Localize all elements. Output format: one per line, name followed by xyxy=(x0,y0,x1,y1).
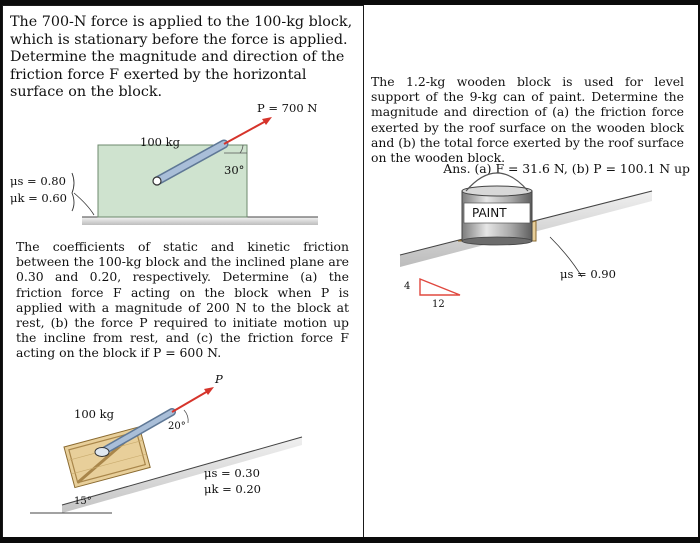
textbook-page xyxy=(2,5,698,537)
mass-label-p1: 100 kg xyxy=(140,135,180,149)
paint-can-lid xyxy=(462,186,532,196)
incline-angle-label: 15° xyxy=(74,496,92,507)
slope-run-label: 12 xyxy=(432,299,445,310)
mu-s-label-p2: μs = 0.30 xyxy=(204,466,260,480)
angle-label-p1: 30° xyxy=(224,163,245,177)
mass-label-p2: 100 kg xyxy=(74,407,114,421)
slope-rise-label: 4 xyxy=(404,281,411,292)
problem3-answer: Ans. (a) F = 31.6 N, (b) P = 100.1 N up xyxy=(443,161,690,176)
force-label-p2: P xyxy=(215,372,223,386)
problem1-statement: The 700-N force is applied to the 100-kg block, which is stationary before the force is applied. Determine the magnitude and direction of the friction force F exerted by the horizontal surface on the block. xyxy=(10,14,353,100)
mu-s-label-p1: μs = 0.80 xyxy=(10,174,66,188)
problem2-statement: The coefficients of static and kinetic friction between the 100-kg block and the inclined plane are 0.30 and 0.20, respectively. Determine (a) the friction force F acting on the block when P is applied with a magnitude of 200 N to the block at rest, (b) the force P required to initiate motion up the incline from rest, and (c) the friction force F acting on the block if P = 600 N. xyxy=(16,239,349,361)
paint-can-bottom xyxy=(462,237,532,245)
paint-can-text: PAINT xyxy=(472,206,507,220)
slope-triangle xyxy=(420,279,460,295)
mu-k-label-p1: μk = 0.60 xyxy=(10,191,67,205)
mu-s-label-p3: μs = 0.90 xyxy=(560,267,616,281)
angle-label-p2: 20° xyxy=(168,421,186,432)
problem3-statement: The 1.2-kg wooden block is used for level support of the 9-kg can of paint. Determine the magnitude and direction of (a) the friction force exerted by the roof surface on the wooden block and (b) the total force exerted by the roof surface on the wooden block. xyxy=(371,74,684,166)
force-label-p1: P = 700 N xyxy=(257,101,318,115)
mu-k-label-p2: μk = 0.20 xyxy=(204,482,261,496)
